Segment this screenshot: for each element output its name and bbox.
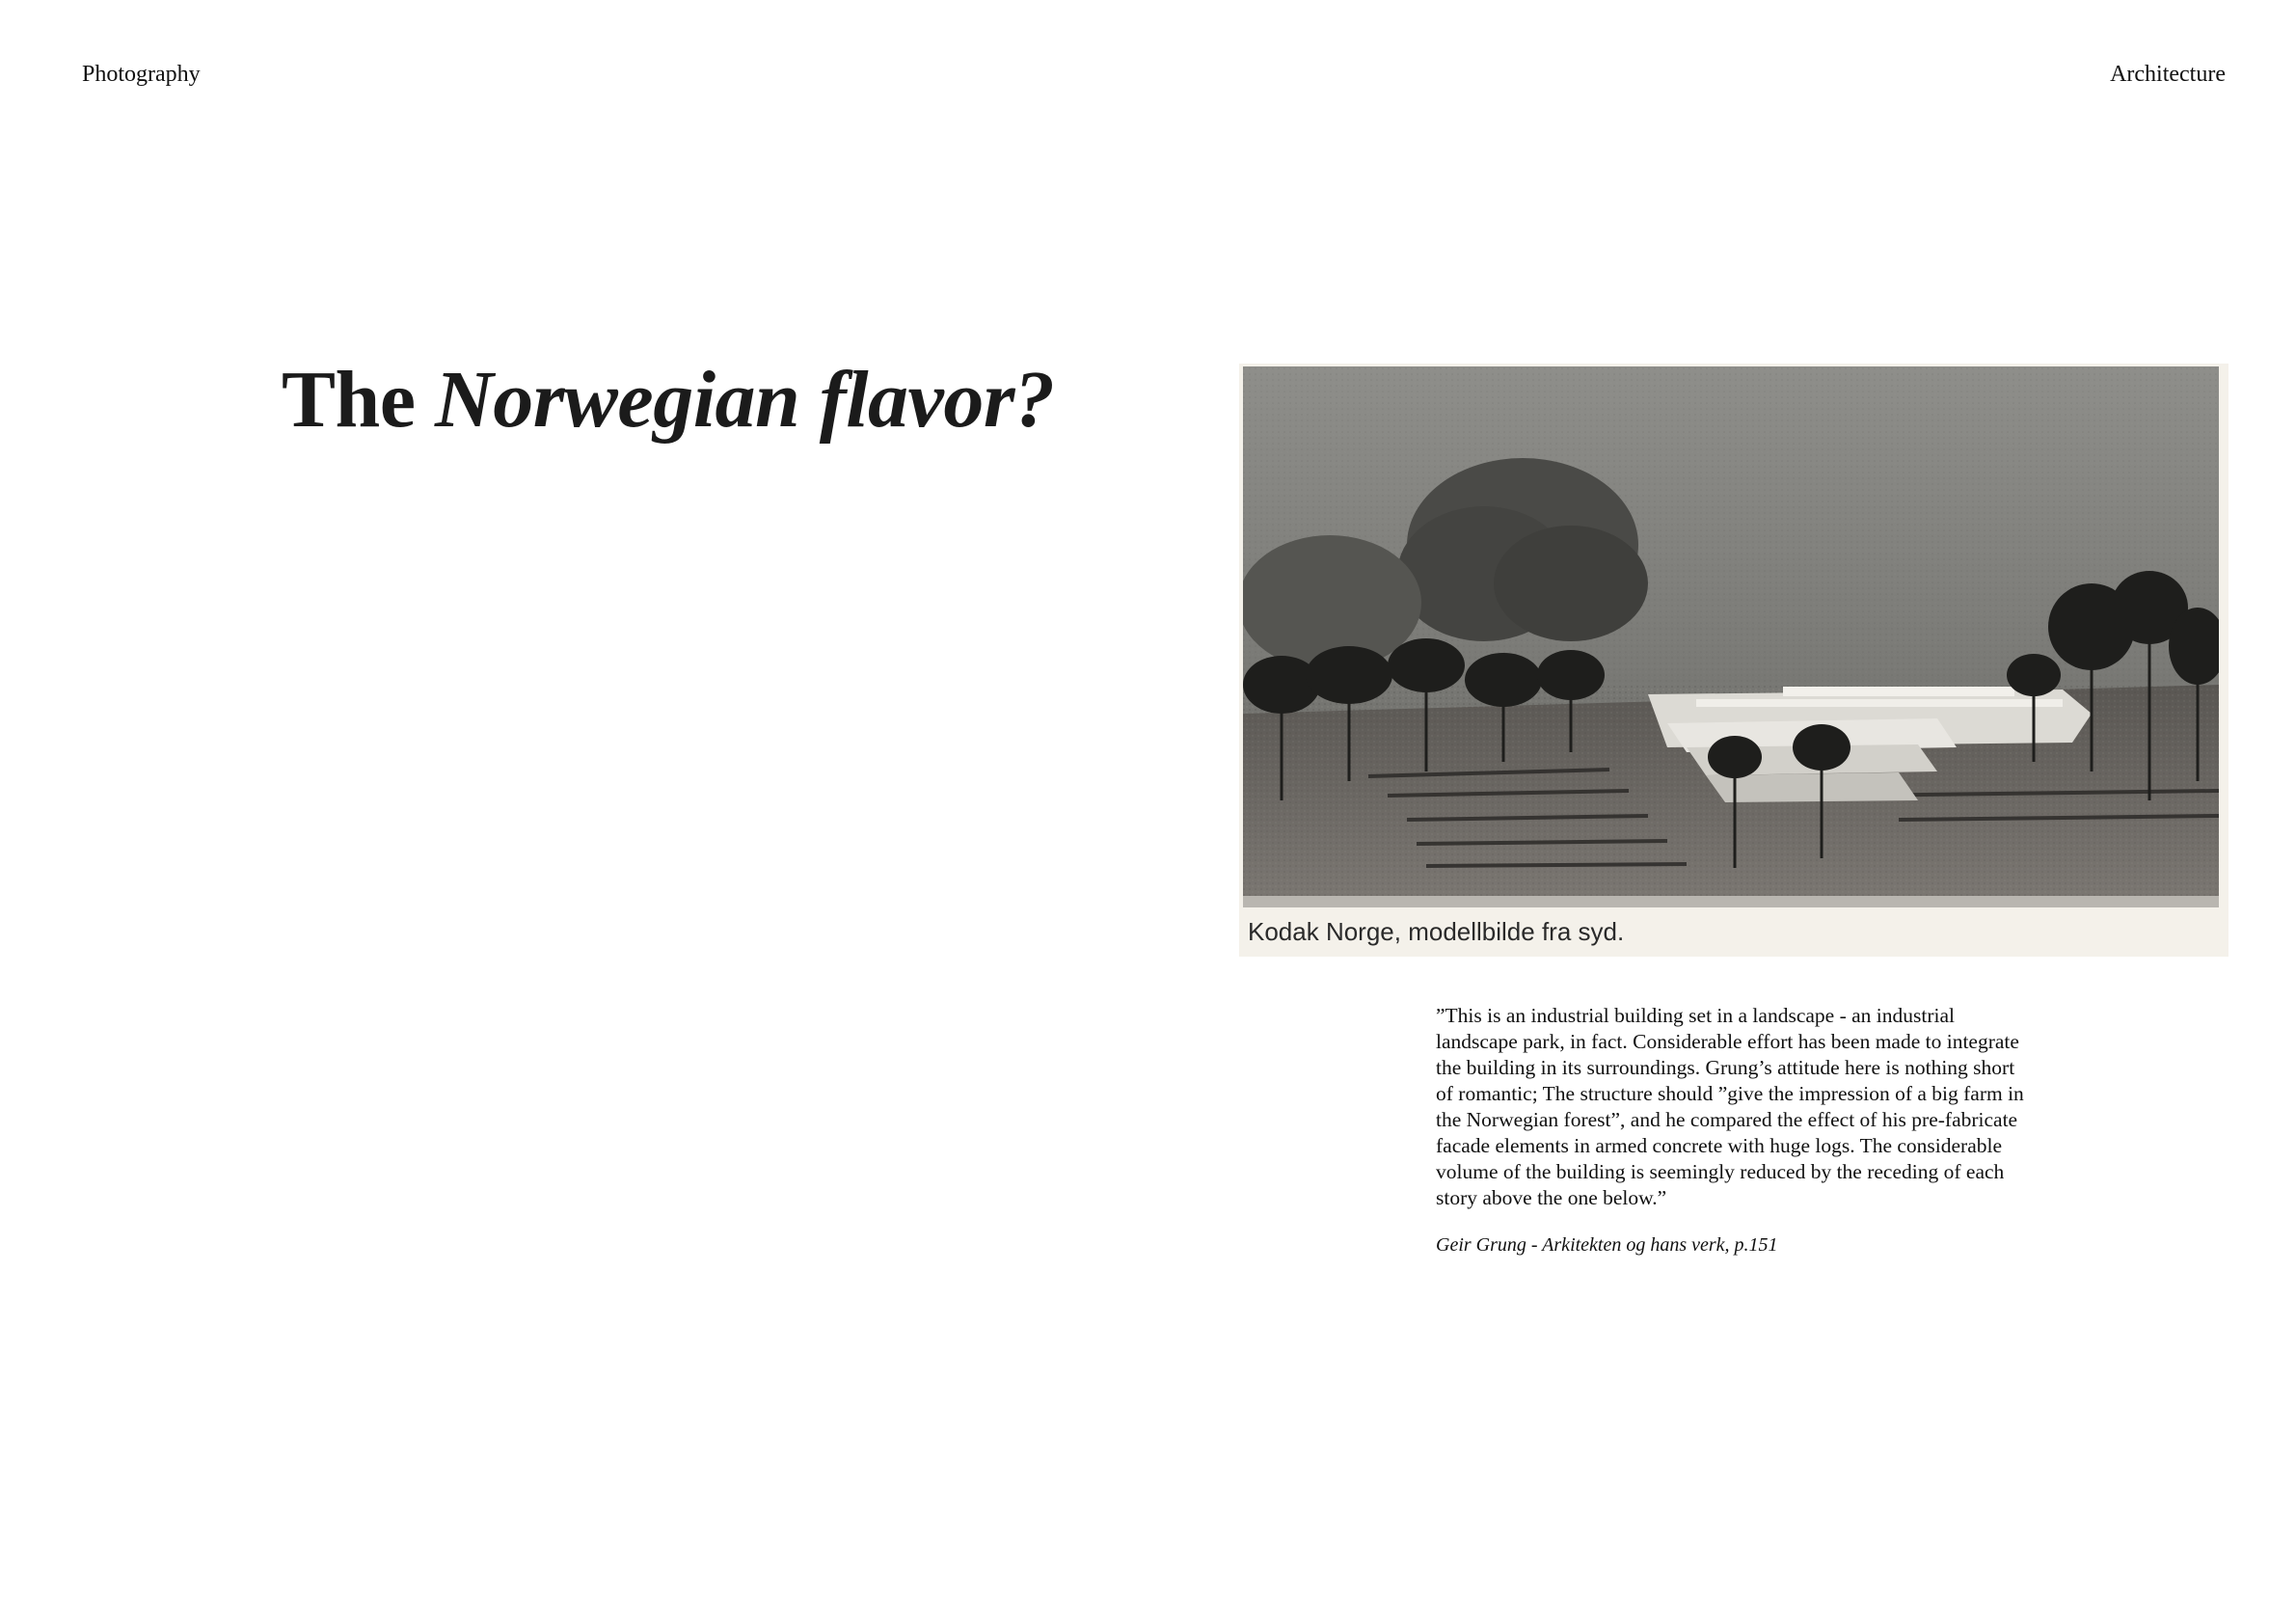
model-photo <box>1243 366 2219 907</box>
quote-citation: Geir Grung - Arkitekten og hans verk, p.151 <box>1436 1234 1778 1256</box>
model-photo-figure <box>1239 364 2228 957</box>
nav-link-photography[interactable]: Photography <box>82 62 201 87</box>
quote-text: ”This is an industrial building set in a landscape - an industrial landscape park, in fact. Considerable effort has been made to integrate the building in its surroundings. Grung’s attitude here is nothing short of romantic; The structure should ”give the impression of a big farm in the Norwegian forest”, and he compared the effect of his pre-fabricate facade elements in armed concrete with huge logs. The considerable volume of the building is seemingly reduced by the receding of each story above the one below.” <box>1436 1004 2024 1209</box>
photo-caption: Kodak Norge, modellbilde fra syd. <box>1248 917 1625 946</box>
page-title-italic: Norwegian flavor? <box>435 355 1055 445</box>
page-title <box>282 352 1055 448</box>
page-title-plain: The <box>282 355 436 445</box>
nav-link-architecture[interactable]: Architecture <box>2110 62 2226 87</box>
